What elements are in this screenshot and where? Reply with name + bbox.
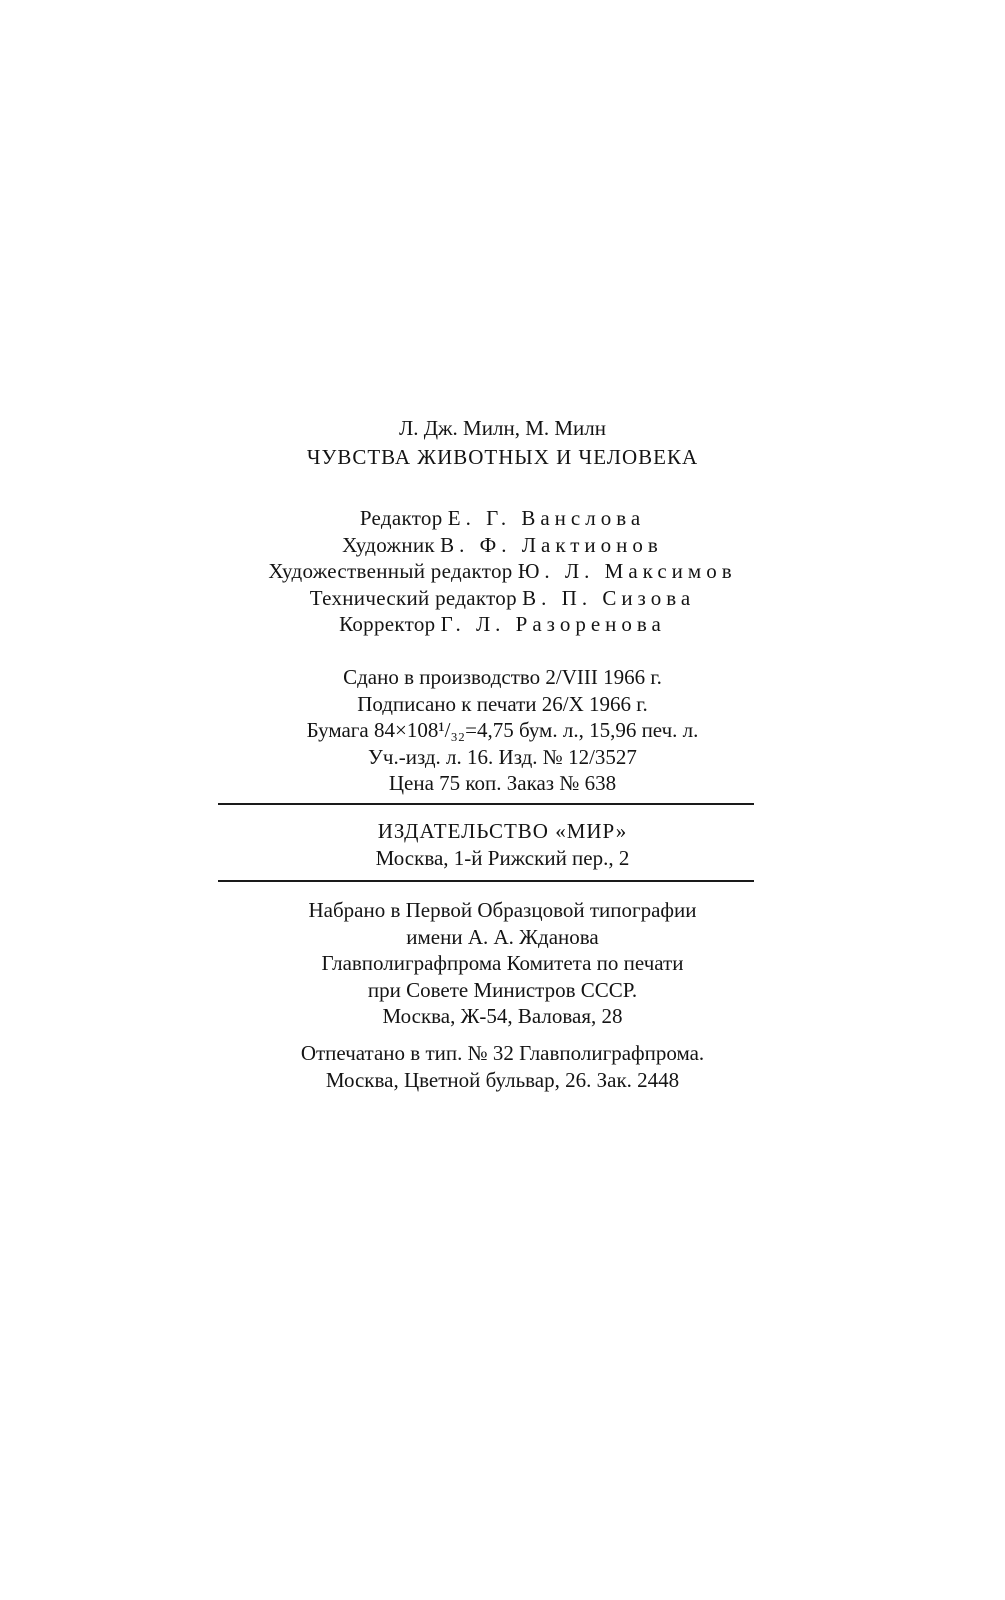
- credit-name: Г. Л. Разоренова: [440, 612, 666, 636]
- credit-role: Художник: [342, 532, 435, 557]
- printer-line: имени А. А. Жданова: [406, 924, 599, 949]
- credit-name: В. П. Сизова: [522, 585, 696, 610]
- credit-role: Художественный редактор: [268, 559, 513, 583]
- credit-line-art-editor: [0, 558, 1005, 585]
- printer-line: Москва, Ж-54, Валовая, 28: [382, 1004, 623, 1028]
- book-title: ЧУВСТВА ЖИВОТНЫХ И ЧЕЛОВЕКА: [306, 445, 699, 469]
- divider-rule: [218, 880, 754, 882]
- reprint-line: Отпечатано в тип. № 32 Главполиграфпрома.: [300, 1041, 705, 1065]
- publisher-name: ИЗДАТЕЛЬСТВО «МИР»: [377, 819, 628, 843]
- author-block: [0, 414, 1005, 472]
- credit-line-proofreader: [0, 611, 1005, 638]
- credit-role: Корректор: [339, 612, 436, 636]
- imprint-block: [0, 664, 1005, 797]
- divider-rule: [218, 803, 754, 805]
- credit-name: Е. Г. Ванслова: [447, 506, 646, 530]
- authors-line: Л. Дж. Милн, М. Милн: [398, 416, 606, 440]
- reprint-block: [0, 1040, 1005, 1094]
- credit-role: Технический редактор: [309, 585, 517, 610]
- reprint-line: Москва, Цветной бульвар, 26. Зак. 2448: [325, 1068, 680, 1092]
- credit-name: В. Ф. Лактионов: [440, 532, 663, 557]
- credits-block: [0, 505, 1005, 638]
- publisher-address: Москва, 1-й Рижский пер., 2: [375, 846, 630, 870]
- production-date: Сдано в производство 2/VIII 1966 г.: [343, 665, 662, 689]
- credit-line-artist: [0, 532, 1005, 559]
- paper-format: Бумага 84×108¹/₃₂=4,75 бум. л., 15,96 печ. л.: [306, 718, 699, 742]
- price-order: Цена 75 коп. Заказ № 638: [388, 771, 617, 795]
- printer-line: при Совете Министров СССР.: [367, 977, 638, 1002]
- printer-block: [0, 897, 1005, 1030]
- publisher-block: [0, 818, 1005, 872]
- credit-line-technical-editor: [0, 585, 1005, 612]
- printer-line: Набрано в Первой Образцовой типографии: [308, 898, 697, 922]
- printer-line: Главполиграфпрома Комитета по печати: [321, 951, 684, 975]
- credit-line-editor: [0, 505, 1005, 532]
- publication-sheets: Уч.-изд. л. 16. Изд. № 12/3527: [368, 744, 637, 769]
- signed-date: Подписано к печати 26/X 1966 г.: [357, 691, 648, 716]
- credit-role: Редактор: [359, 506, 443, 530]
- credit-name: Ю. Л. Максимов: [517, 559, 737, 583]
